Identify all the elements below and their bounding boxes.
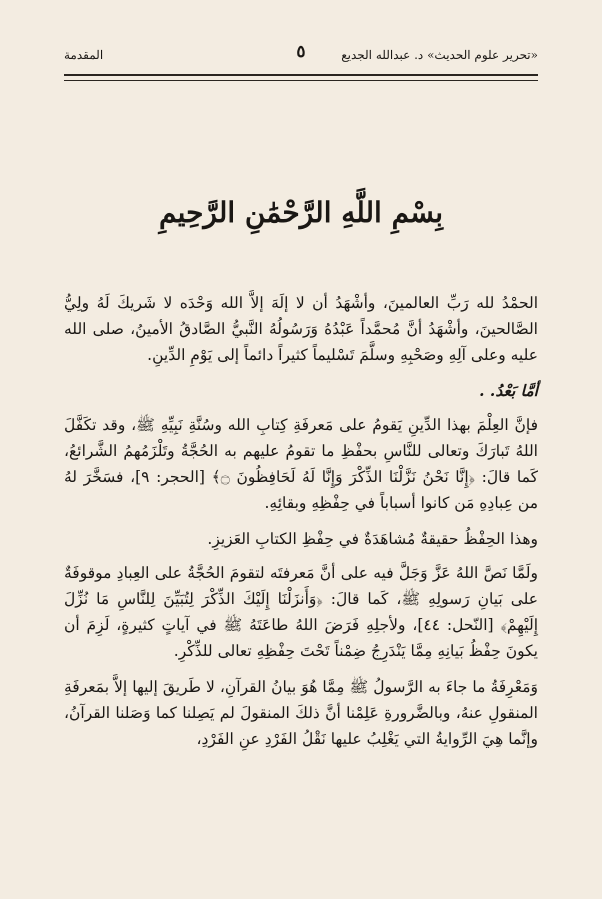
- header-book-title: «تحرير علوم الحديث» د. عبدالله الجديع: [341, 48, 538, 62]
- paragraph-amma-bad: أمَّا بَعْدُ. .: [479, 381, 538, 400]
- paragraph-sunnah: ولَمَّا نَصَّ اللهُ عَزَّ وَجَلَّ فيه على أنَّ مَعرفتَه لتقومَ الحُجَّةُ على العِبادِ موقوفَةٌ على بَيانِ رَسولِهِ ﷺ، كَما قالَ: ﴿وَأَنزَلْنَا إِلَيْكَ الذِّكْرَ لِتُبَيِّنَ لِلنَّاسِ مَا نُزِّلَ إِلَيْهِمْ﴾ [النّحل: ٤٤]، ولأجلِهِ فَرَضَ اللهُ طاعَتَهُ ﷺ في آياتٍ كثيرةٍ، لَزِمَ أن يكونَ حِفْظُ بَيانِهِ مِمَّا يَنْدَرِجُ ضِمْناً تَحْتَ حِفْظِهِ تعالى للذِّكْرِ.: [64, 564, 538, 660]
- paragraph-narration: وَمَعْرِفَةُ ما جاءَ به الرَّسولُ ﷺ مِمَّا هُوَ بيانُ القرآنِ، لا طَريقَ إليها إلاَّ بمَعرفَةِ المنقولِ عنهُ، وبالضَّرورةِ عَلِمْنا أنَّ ذلكَ المنقولَ لم يَصِلنا كما وَصَلنا القرآنُ، وإنَّما هِيَ الرِّوايةُ التي يَغْلِبُ عليها نَقْلُ الفَرْدِ عنِ الفَرْدِ،: [64, 678, 538, 748]
- header-rule-thick: [64, 74, 538, 76]
- paragraph-opening-praise: الحمْدُ لله رَبِّ العالمينَ، وأشْهَدُ أن لا إلَهَ إلاَّ الله وَحْدَه لا شَريكَ لَهُ ولِيُّ الصَّالحينَ، وأشْهَدُ أنَّ مُحمَّداً عَبْدُهُ وَرَسُولُهُ النَّبيُّ الصَّادقُ الأمينُ، صلى الله عليه وعلى آلِهِ وصَحْبِهِ وسلَّمَ تَسْليماً كثيراً دائماً إلى يَوْمِ الدِّينِ.: [64, 294, 538, 364]
- paragraph-preservation: وهذا الحِفْظُ حقيقةٌ مُشاهَدَةٌ في حِفْظِ الكتابِ العَزيزِ.: [207, 530, 538, 548]
- paragraph-knowledge: فإنَّ العِلْمَ بهذا الدِّينِ يَقومُ على مَعرفَةِ كِتابِ الله وسُنَّةِ نَبِيِّهِ ﷺ، وقد تكَفَّلَ اللهُ تَبارَكَ وتعالى للنَّاسِ بحفْظِ ما تقومُ عليهم به الحُجَّةُ وتَلْزَمُهمُ الشَّرائعُ، كَما قالَ: ﴿إِنَّا نَحْنُ نَزَّلْنَا الذِّكْرَ وَإِنَّا لَهُ لَحَافِظُونَ ۝﴾ [الحجر: ٩]، فسَخَّرَ لهُ من عِبادِهِ مَن كانوا أسباباً في حِفْظِهِ وبقائِهِ.: [64, 416, 538, 512]
- header-section-title: المقدمة: [64, 48, 104, 62]
- running-header: [64, 40, 538, 68]
- header-rule-thin: [64, 80, 538, 81]
- basmala: بِسْمِ اللَّهِ الرَّحْمَٰنِ الرَّحِيمِ: [159, 196, 443, 229]
- page-body: [64, 290, 538, 762]
- page-number: ٥: [296, 42, 306, 62]
